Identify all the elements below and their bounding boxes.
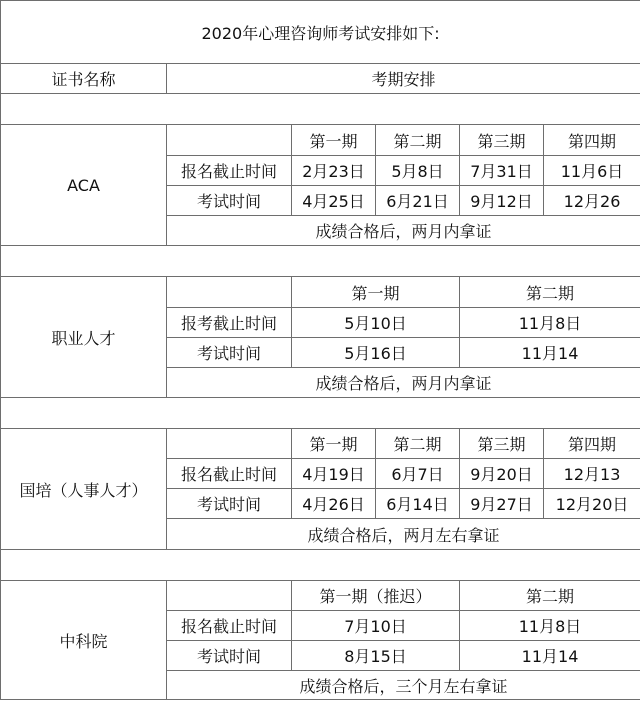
date-cell: 8月15日	[292, 641, 460, 671]
date-cell: 12月13	[544, 459, 640, 489]
date-cell: 4月25日	[292, 186, 376, 216]
date-cell: 12月26	[544, 186, 640, 216]
corner-cell	[167, 277, 292, 308]
spacer-row	[1, 246, 640, 277]
cert-name-zhongkeyuan: 中科院	[1, 581, 167, 700]
date-cell: 11月8日	[460, 611, 640, 641]
date-cell: 9月12日	[460, 186, 544, 216]
date-cell: 9月20日	[460, 459, 544, 489]
date-cell: 6月14日	[376, 489, 460, 519]
schedule-header: 考期安排	[167, 64, 640, 94]
date-cell: 11月8日	[460, 308, 640, 338]
cert-name-zhiye: 职业人才	[1, 277, 167, 398]
corner-cell	[167, 581, 292, 611]
date-cell: 6月7日	[376, 459, 460, 489]
date-cell: 7月31日	[460, 156, 544, 186]
note-cell: 成绩合格后，三个月左右拿证	[167, 671, 640, 700]
period-header: 第一期	[292, 277, 460, 308]
period-header: 第二期	[460, 581, 640, 611]
cert-name-aca: ACA	[1, 125, 167, 246]
date-cell: 5月8日	[376, 156, 460, 186]
row-label: 报名截止时间	[167, 156, 292, 186]
row-label: 报名截止时间	[167, 611, 292, 641]
date-cell: 5月16日	[292, 338, 460, 368]
date-cell: 2月23日	[292, 156, 376, 186]
period-header: 第四期	[544, 429, 640, 459]
row-label: 报考截止时间	[167, 308, 292, 338]
period-header: 第三期	[460, 125, 544, 156]
row-label: 考试时间	[167, 641, 292, 671]
period-header: 第三期	[460, 429, 544, 459]
period-header: 第二期	[376, 429, 460, 459]
cert-name-header: 证书名称	[1, 64, 167, 94]
period-header: 第二期	[460, 277, 640, 308]
note-cell: 成绩合格后，两月内拿证	[167, 368, 640, 398]
page-title: 2020年心理咨询师考试安排如下:	[1, 1, 640, 64]
date-cell: 9月27日	[460, 489, 544, 519]
corner-cell	[167, 125, 292, 156]
period-header: 第四期	[544, 125, 640, 156]
date-cell: 5月10日	[292, 308, 460, 338]
corner-cell	[167, 429, 292, 459]
row-label: 考试时间	[167, 338, 292, 368]
row-label: 考试时间	[167, 186, 292, 216]
date-cell: 12月20日	[544, 489, 640, 519]
spacer-row	[1, 398, 640, 429]
period-header: 第一期	[292, 429, 376, 459]
period-header: 第一期	[292, 125, 376, 156]
date-cell: 7月10日	[292, 611, 460, 641]
date-cell: 4月19日	[292, 459, 376, 489]
spacer-row	[1, 550, 640, 581]
date-cell: 11月14	[460, 641, 640, 671]
period-header: 第二期	[376, 125, 460, 156]
spacer-row	[1, 94, 640, 125]
date-cell: 6月21日	[376, 186, 460, 216]
note-cell: 成绩合格后，两月内拿证	[167, 216, 640, 246]
date-cell: 11月6日	[544, 156, 640, 186]
row-label: 考试时间	[167, 489, 292, 519]
row-label: 报名截止时间	[167, 459, 292, 489]
date-cell: 11月14	[460, 338, 640, 368]
note-cell: 成绩合格后，两月左右拿证	[167, 519, 640, 550]
period-header: 第一期（推迟）	[292, 581, 460, 611]
cert-name-guopei: 国培（人事人才）	[1, 429, 167, 550]
date-cell: 4月26日	[292, 489, 376, 519]
